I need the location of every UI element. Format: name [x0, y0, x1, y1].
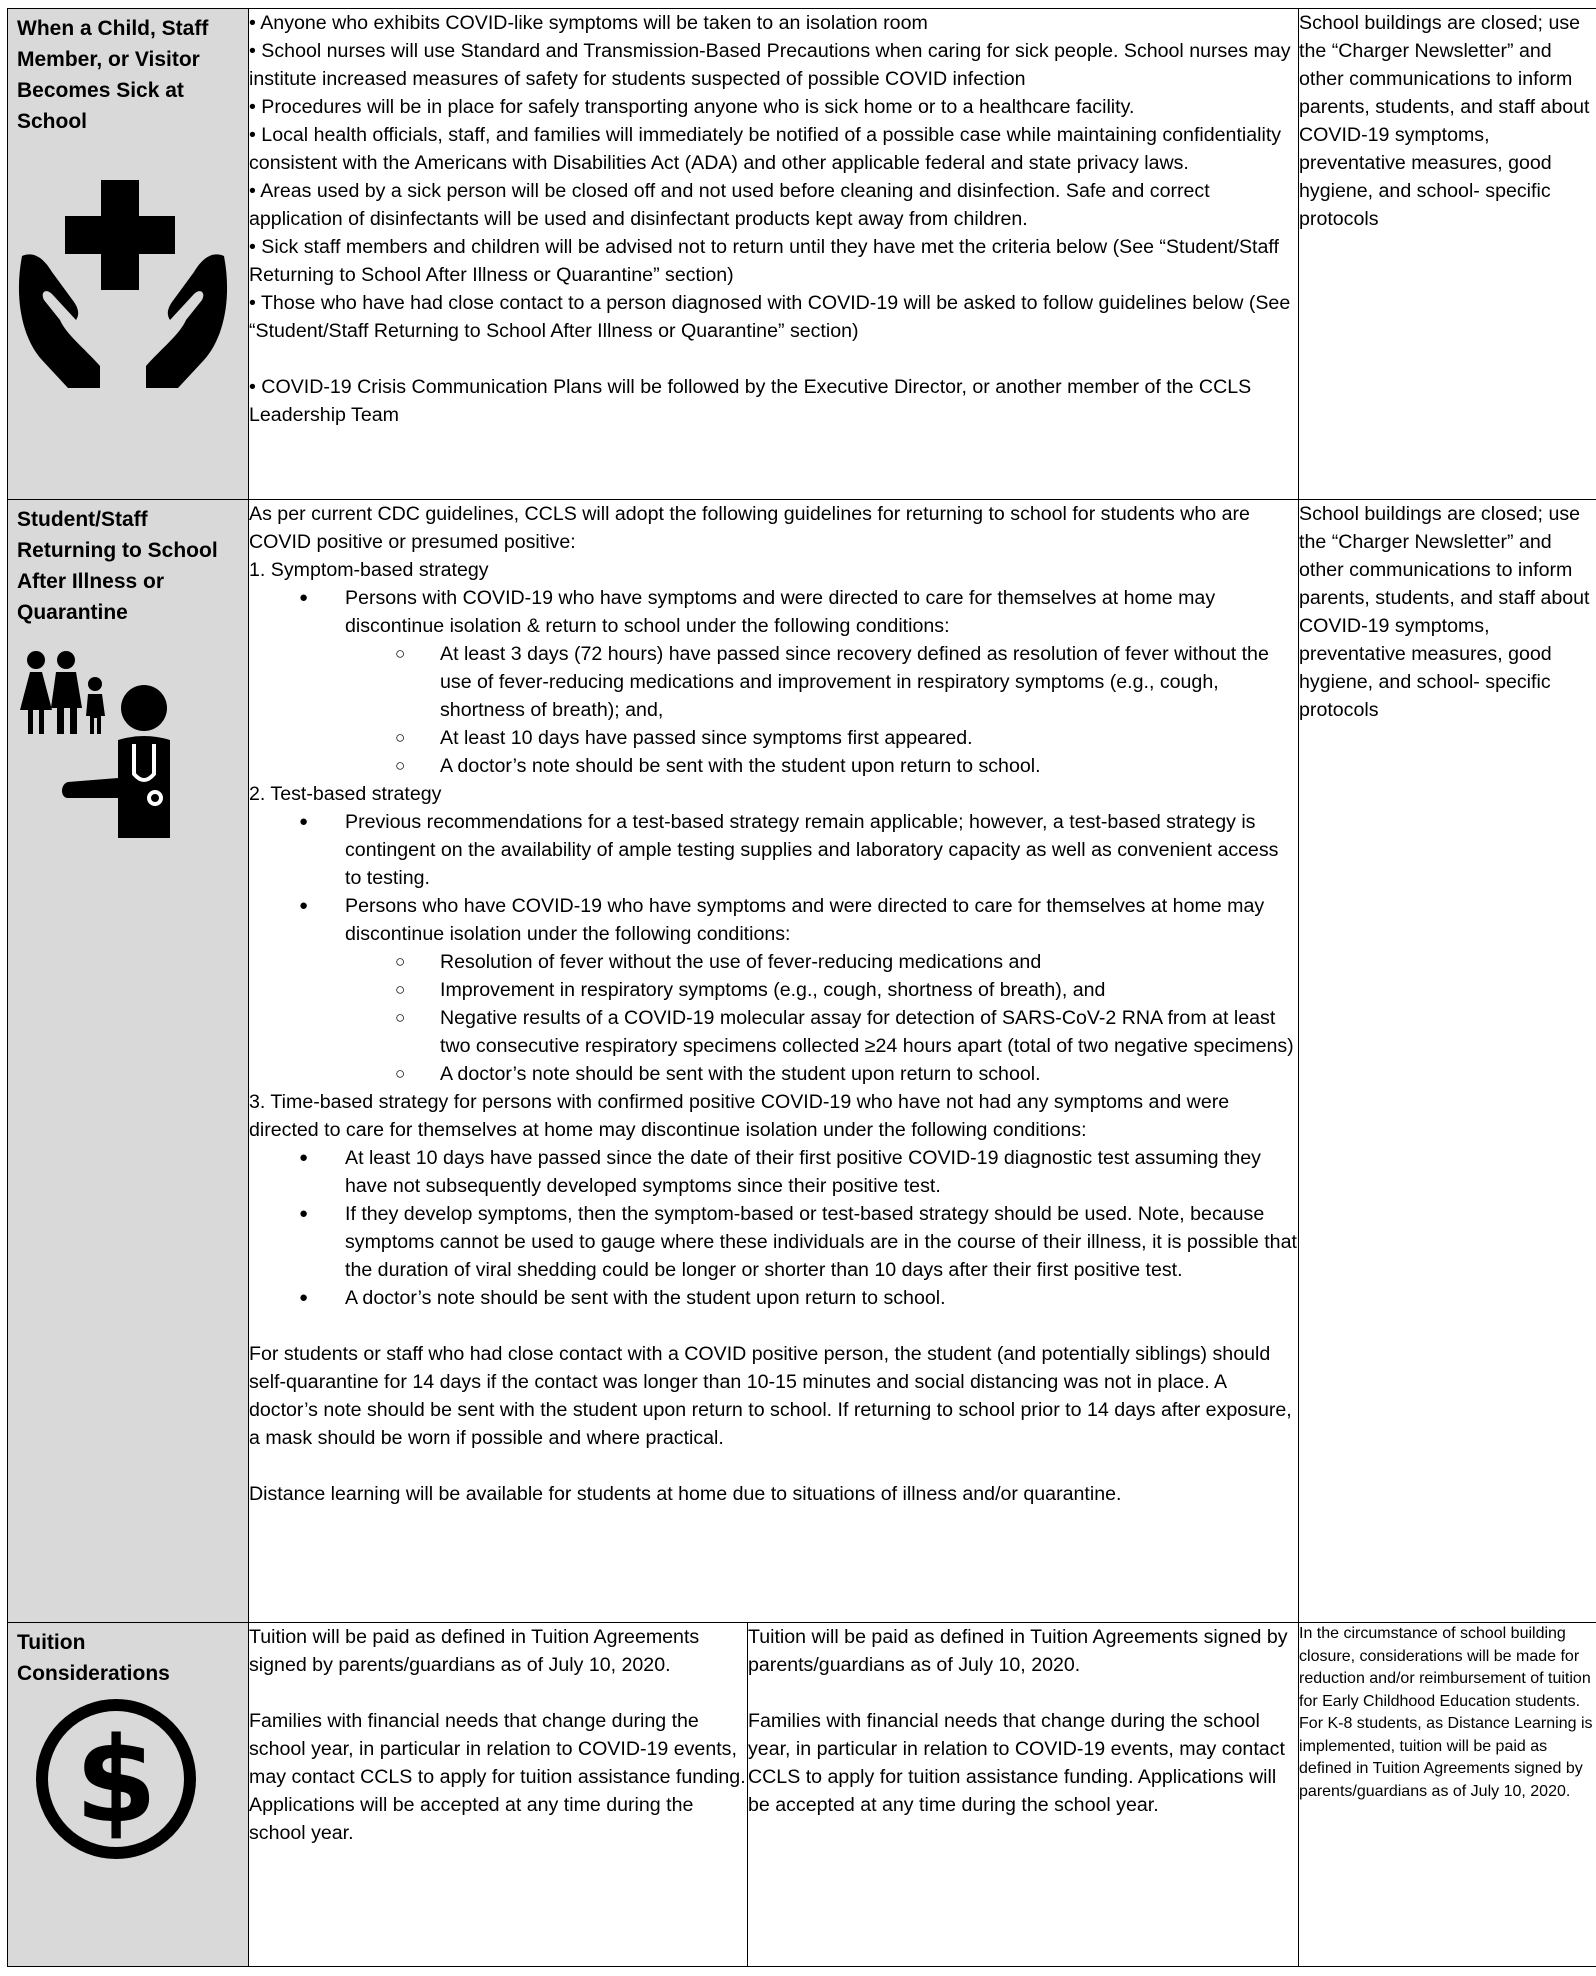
tuition-text: Tuition will be paid as defined in Tuition Agreements signed by parents/guardians as of July 10, 2020.: [249, 1626, 700, 1676]
tuition-text: Families with financial needs that change during the school year, in particular in relation to COVID-19 events, may contact CCLS to apply for tuition assistance funding. Applications will be accepted at any time during the school year.: [748, 1710, 1285, 1816]
tuition-column-a: [249, 1623, 748, 1967]
list-item: ● Persons who have COVID-19 who have symptoms and were directed to care for themselves at home may discontinue isolation under the following conditions: ○ Resolution of fever without the use of fever-reducing medications and ○ Improvement in respiratory symptoms (e.g., cough, shortness of breath), and ○ Negative results of a COVID-19 molecular assay for detection of SARS-CoV-2 RNA from at least two consecutive respiratory specimens collected ≥24 hours apart (total of two negative specimens) ○ A doctor’s note should be sent with the student upon return to school.: [249, 892, 1298, 1088]
row-label-cell: [8, 1623, 249, 1967]
row-label: Tuition Considerations: [17, 1631, 170, 1685]
protocol-item: • Sick staff members and children will be advised not to return until they have met the criteria below (See “Student/Staff Returning to School After Illness or Quarantine” section): [249, 236, 1279, 286]
return-guidelines: [249, 500, 1299, 1623]
distance-learning-text: Distance learning will be available for students at home due to situations of illness and/or quarantine.: [249, 1483, 1122, 1505]
closure-note: School buildings are closed; use the “Charger Newsletter” and other communications to inform parents, students, and staff about COVID-19 symptoms, preventative measures, good hygiene, and school- specific protocols: [1299, 9, 1596, 500]
list-item: ○ A doctor’s note should be sent with the student upon return to school.: [249, 752, 1298, 780]
protocol-table: [7, 8, 1596, 1967]
protocol-item: • Local health officials, staff, and families will immediately be notified of a possible case while maintaining confidentiality consistent with the Americans with Disabilities Act (ADA) and other applicable federal and state privacy laws.: [249, 124, 1282, 174]
list-item: ● At least 10 days have passed since the date of their first positive COVID-19 diagnostic test assuming they have not subsequently developed symptoms since their positive test.: [249, 1144, 1298, 1200]
close-contact-text: For students or staff who had close contact with a COVID positive person, the student (and potentially siblings) should self-quarantine for 14 days if the contact was longer than 10-15 minutes and social distancing was not in place. A doctor’s note should be sent with the student upon return to school. If returning to school prior to 14 days after exposure, a mask should be worn if possible and where practical.: [249, 1343, 1292, 1449]
protocol-item: • Anyone who exhibits COVID-like symptoms will be taken to an isolation room: [249, 12, 928, 34]
list-item: ● A doctor’s note should be sent with the student upon return to school.: [249, 1284, 1298, 1312]
family-doctor-icon: [8, 648, 238, 838]
list-item: ○ Resolution of fever without the use of fever-reducing medications and: [249, 948, 1298, 976]
bullet-list: [249, 808, 1298, 1088]
protocol-item: • Those who have had close contact to a person diagnosed with COVID-19 will be asked to follow guidelines below (See “Student/Staff Returning to School After Illness or Quarantine” section): [249, 292, 1291, 342]
dollar-sign-icon: [8, 1693, 238, 1873]
row-label: When a Child, Staff Member, or Visitor Becomes Sick at School: [17, 17, 209, 133]
list-item: ● Previous recommendations for a test-based strategy remain applicable; however, a test-based strategy is contingent on the availability of ample testing supplies and laboratory capacity as well as convenient access to testing.: [249, 808, 1298, 892]
strategy-title: 3. Time-based strategy for persons with confirmed positive COVID-19 who have not had any symptoms and were directed to care for themselves at home may discontinue isolation under the following conditions:: [249, 1091, 1230, 1141]
bullet-list: [249, 1144, 1298, 1312]
list-item: ● If they develop symptoms, then the symptom-based or test-based strategy should be used. Note, because symptoms cannot be used to gauge where these individuals are in the course of their illness, it is possible that the duration of viral shedding could be longer or shorter than 10 days after their first positive test.: [249, 1200, 1298, 1284]
tuition-text: Tuition will be paid as defined in Tuition Agreements signed by parents/guardians as of July 10, 2020.: [748, 1626, 1288, 1676]
closure-note: School buildings are closed; use the “Charger Newsletter” and other communications to inform parents, students, and staff about COVID-19 symptoms, preventative measures, good hygiene, and school- specific protocols: [1299, 500, 1596, 1623]
row-label-cell: [8, 9, 249, 500]
table-row: [8, 1623, 1596, 1967]
strategy-title: 2. Test-based strategy: [249, 783, 442, 805]
protocol-item: • Areas used by a sick person will be closed off and not used before cleaning and disinfection. Safe and correct application of disinfectants will be used and disinfectant products kept away from children.: [249, 180, 1210, 230]
strategy-title: 1. Symptom-based strategy: [249, 559, 489, 581]
table-row: [8, 9, 1596, 500]
row-label-cell: [8, 500, 249, 1623]
tuition-text: Families with financial needs that change during the school year, in particular in relation to COVID-19 events, may contact CCLS to apply for tuition assistance funding. Applications will be accepted at any time during the school year.: [249, 1710, 746, 1844]
protocol-item: • School nurses will use Standard and Transmission-Based Precautions when caring for sick people. School nurses may institute increased measures of safety for students suspected of possible COVID infection: [249, 40, 1291, 90]
row-label: Student/Staff Returning to School After Illness or Quarantine: [17, 508, 218, 624]
list-item: ○ Improvement in respiratory symptoms (e.g., cough, shortness of breath), and: [249, 976, 1298, 1004]
list-item: ○ At least 10 days have passed since symptoms first appeared.: [249, 724, 1298, 752]
bullet-list: [249, 584, 1298, 780]
table-row: [8, 500, 1596, 1623]
list-item: ○ Negative results of a COVID-19 molecular assay for detection of SARS-CoV-2 RNA from at least two consecutive respiratory specimens collected ≥24 hours apart (total of two negative specimens): [249, 1004, 1298, 1060]
closure-note: In the circumstance of school building closure, considerations will be made for reduction and/or reimbursement of tuition for Early Childhood Education students. For K-8 students, as Distance Learning is implemented, tuition will be paid as defined in Tuition Agreements signed by parents/guardians as of July 10, 2020.: [1299, 1623, 1596, 1967]
protocol-item: • Procedures will be in place for safely transporting anyone who is sick home or to a healthcare facility.: [249, 96, 1135, 118]
tuition-column-b: [748, 1623, 1299, 1967]
protocol-details: [249, 9, 1299, 500]
intro-text: As per current CDC guidelines, CCLS will adopt the following guidelines for returning to school for students who are COVID positive or presumed positive:: [249, 503, 1250, 553]
list-item: ● Persons with COVID-19 who have symptoms and were directed to care for themselves at home may discontinue isolation & return to school under the following conditions: ○ At least 3 days (72 hours) have passed since recovery defined as resolution of fever without the use of fever-reducing medications and improvement in respiratory symptoms (e.g., cough, shortness of breath); and, ○ At least 10 days have passed since symptoms first appeared. ○ A doctor’s note should be sent with the student upon return to school.: [249, 584, 1298, 780]
sub-list: [249, 948, 1298, 1088]
svg-text:$: $: [74, 1711, 158, 1849]
protocol-item: • COVID-19 Crisis Communication Plans will be followed by the Executive Director, or another member of the CCLS Leadership Team: [249, 376, 1252, 426]
sub-list: [249, 640, 1298, 780]
list-item: ○ A doctor’s note should be sent with the student upon return to school.: [249, 1060, 1298, 1088]
list-item: ○ At least 3 days (72 hours) have passed since recovery defined as resolution of fever without the use of fever-reducing medications and improvement in respiratory symptoms (e.g., cough, shortness of breath); and,: [249, 640, 1298, 724]
hands-medical-cross-icon: [8, 138, 238, 398]
